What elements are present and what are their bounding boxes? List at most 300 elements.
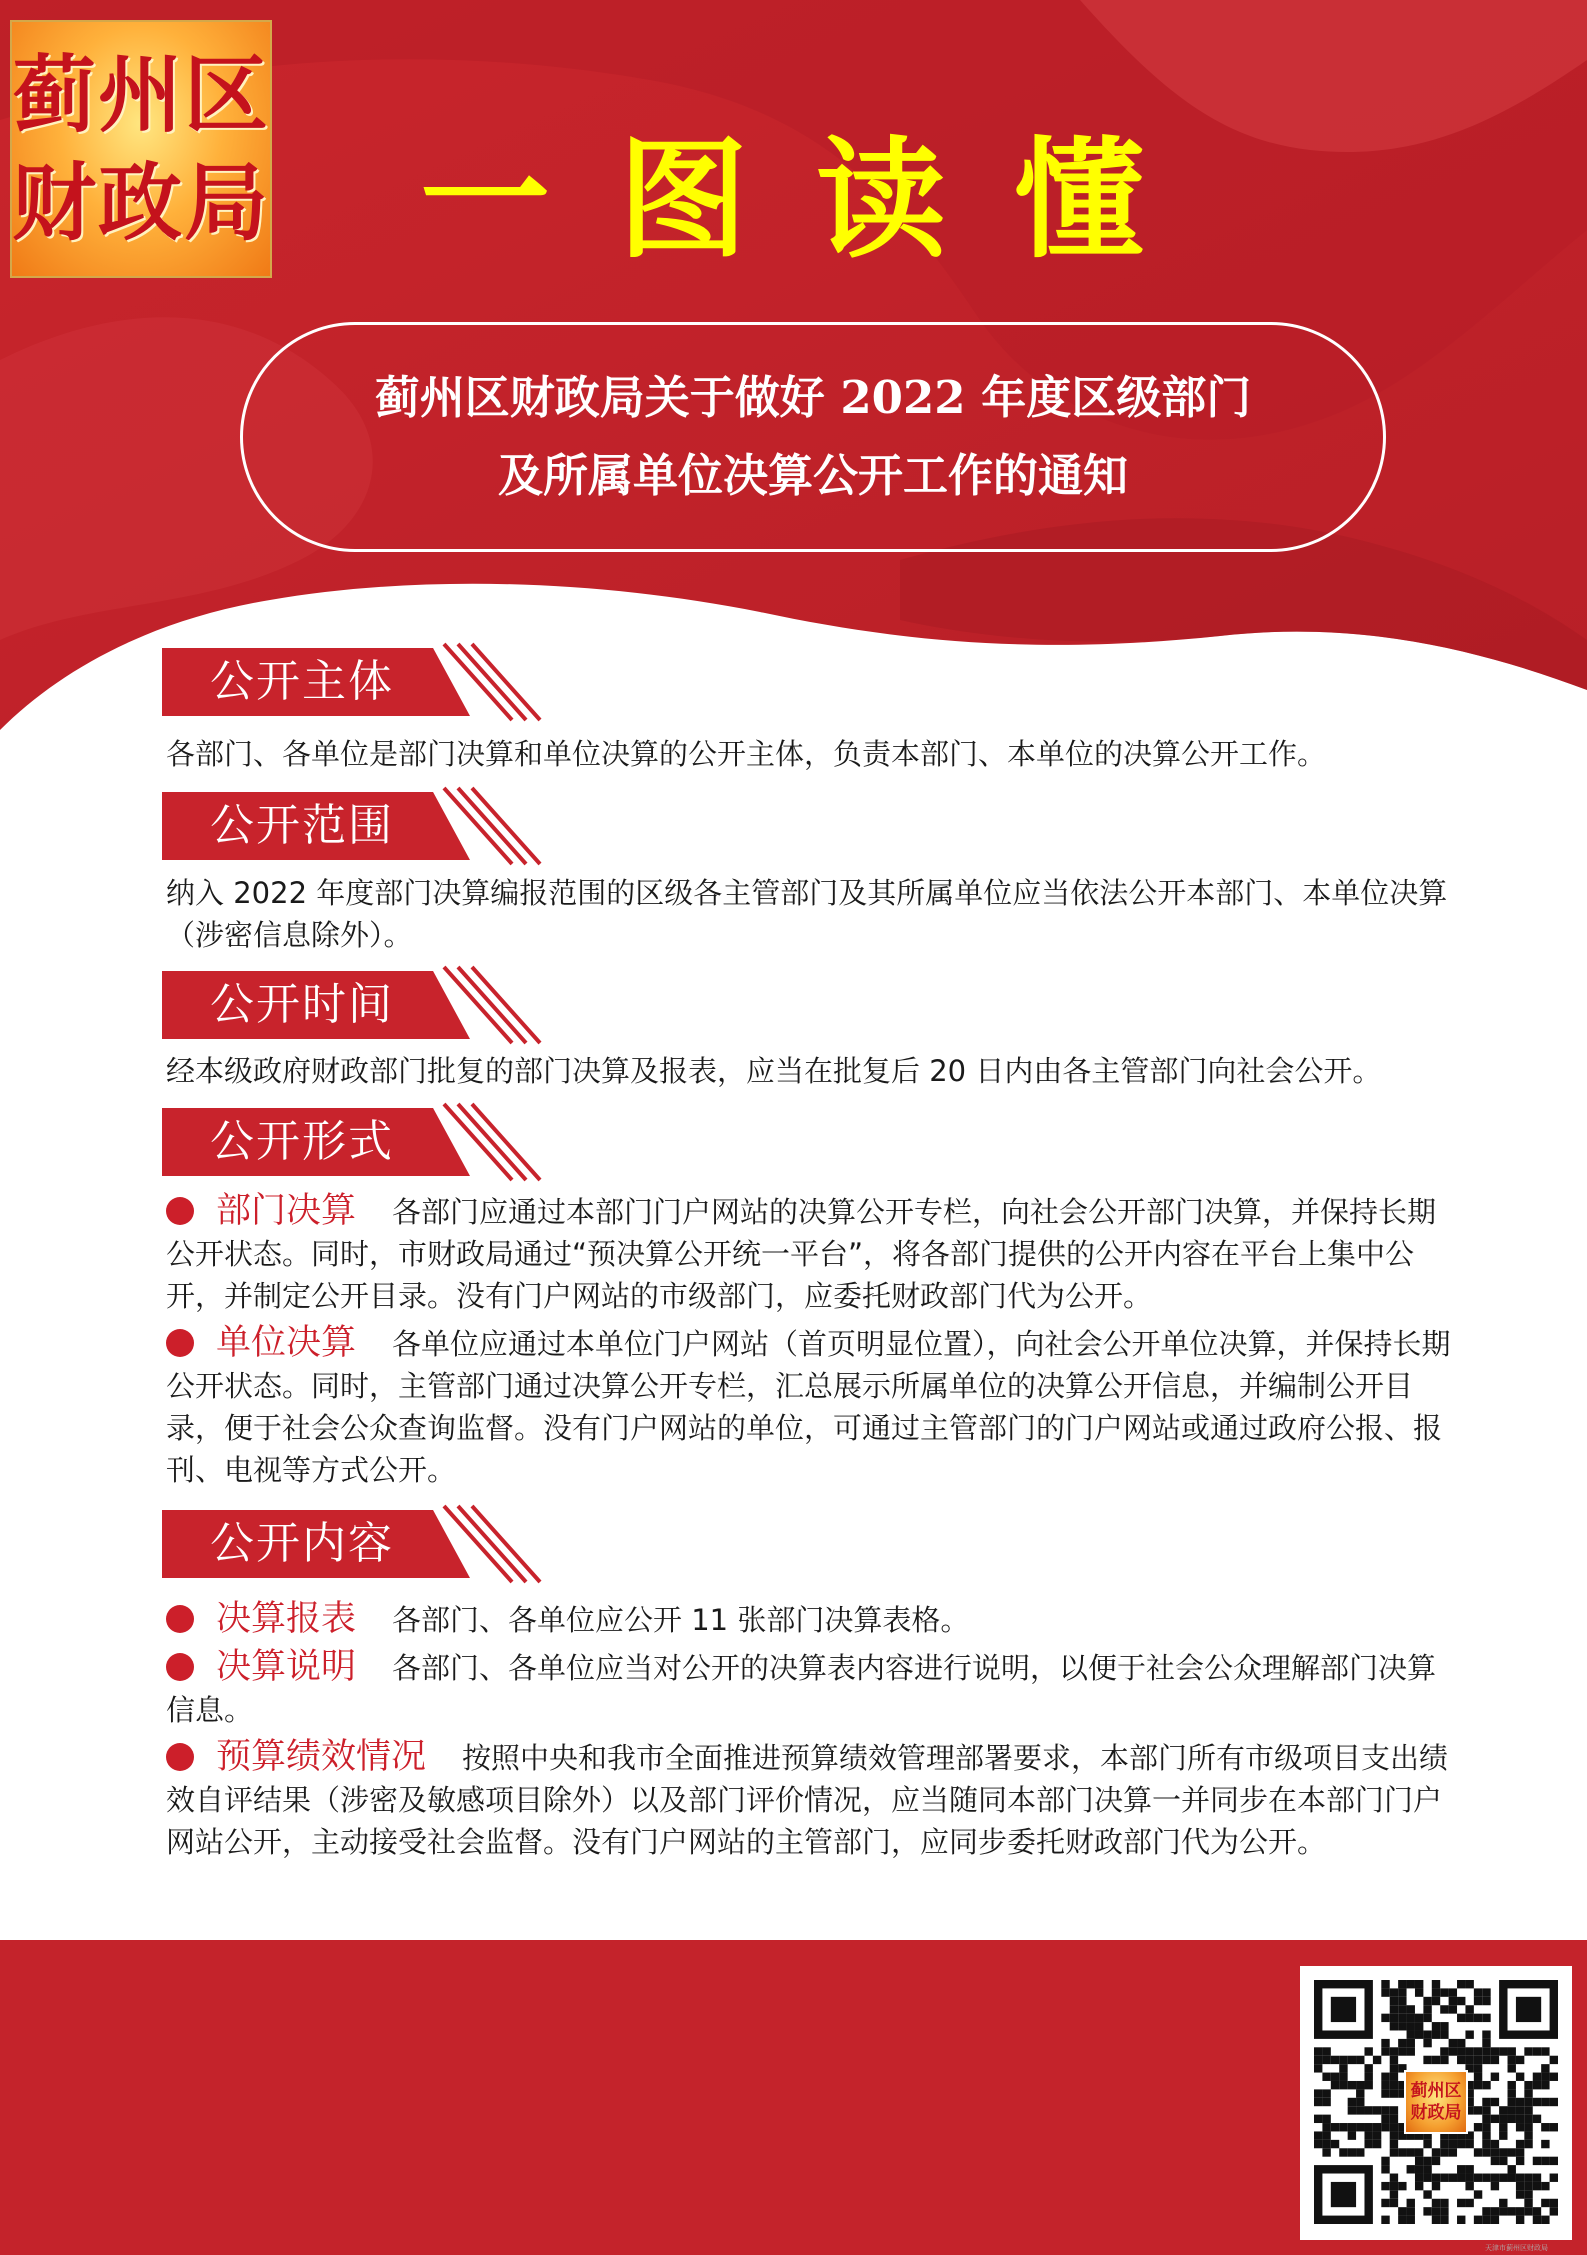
qr-module bbox=[1398, 1980, 1406, 1988]
qr-module bbox=[1390, 1988, 1398, 1996]
qr-module bbox=[1516, 2123, 1524, 2131]
qr-module bbox=[1398, 1997, 1406, 2005]
qr-module bbox=[1457, 2174, 1465, 2182]
qr-module bbox=[1398, 2207, 1406, 2215]
qr-module bbox=[1449, 1997, 1457, 2005]
qr-module bbox=[1524, 2081, 1532, 2089]
qr-module bbox=[1457, 2216, 1465, 2224]
qr-module bbox=[1465, 2140, 1473, 2148]
qr-module bbox=[1356, 2148, 1364, 2156]
bullet-icon bbox=[166, 1743, 194, 1771]
section-title-subject: 公开主体 bbox=[210, 656, 394, 707]
qr-module bbox=[1457, 2056, 1465, 2064]
qr-module bbox=[1508, 2165, 1516, 2173]
qr-module bbox=[1524, 2089, 1532, 2097]
qr-module bbox=[1364, 2131, 1372, 2139]
qr-module bbox=[1541, 2073, 1549, 2081]
qr-module bbox=[1322, 2073, 1330, 2081]
qr-module bbox=[1314, 2098, 1322, 2106]
qr-module bbox=[1348, 2131, 1356, 2139]
qr-logo-line-1: 蓟州区 bbox=[1410, 2081, 1462, 2101]
qr-module bbox=[1465, 2030, 1473, 2038]
qr-module bbox=[1322, 2115, 1330, 2123]
qr-module bbox=[1407, 1980, 1415, 1988]
qr-module bbox=[1508, 2047, 1516, 2055]
section-text-subject: 各部门、各单位是部门决算和单位决算的公开主体，负责本部门、本单位的决算公开工作。 bbox=[166, 737, 1327, 771]
section-title-content: 公开内容 bbox=[210, 1518, 394, 1569]
qr-module bbox=[1314, 2131, 1322, 2139]
qr-module bbox=[1415, 2022, 1423, 2030]
qr-module bbox=[1381, 2073, 1389, 2081]
content-item-term: 预算绩效情况 bbox=[216, 1737, 427, 1777]
qr-module bbox=[1465, 2014, 1473, 2022]
qr-module bbox=[1390, 2022, 1398, 2030]
qr-module bbox=[1508, 2089, 1516, 2097]
qr-module bbox=[1533, 2207, 1541, 2215]
qr-module bbox=[1348, 2081, 1356, 2089]
qr-module bbox=[1533, 2174, 1541, 2182]
qr-logo-line-2: 财政局 bbox=[1410, 2103, 1462, 2123]
qr-module bbox=[1474, 2216, 1482, 2224]
qr-module bbox=[1381, 2165, 1389, 2173]
qr-module bbox=[1550, 2174, 1558, 2182]
qr-module bbox=[1516, 2073, 1524, 2081]
qr-module bbox=[1432, 2157, 1440, 2165]
qr-module bbox=[1516, 2056, 1524, 2064]
qr-module bbox=[1524, 2207, 1532, 2215]
qr-module bbox=[1474, 2174, 1482, 2182]
qr-module bbox=[1423, 2056, 1431, 2064]
qr-module bbox=[1339, 2081, 1347, 2089]
qr-module bbox=[1482, 1988, 1490, 1996]
qr-module bbox=[1449, 2174, 1457, 2182]
qr-module bbox=[1390, 2182, 1398, 2190]
qr-module bbox=[1390, 2064, 1398, 2072]
qr-module bbox=[1482, 2039, 1490, 2047]
qr-finder-pattern bbox=[1331, 1997, 1356, 2022]
qr-module bbox=[1423, 2014, 1431, 2022]
qr-module bbox=[1398, 2047, 1406, 2055]
qr-module bbox=[1407, 2165, 1415, 2173]
qr-module bbox=[1440, 2199, 1448, 2207]
qr-module bbox=[1398, 2014, 1406, 2022]
qr-module bbox=[1415, 1988, 1423, 1996]
qr-module bbox=[1474, 2047, 1482, 2055]
qr-module bbox=[1314, 2089, 1322, 2097]
qr-module bbox=[1474, 2106, 1482, 2114]
qr-module bbox=[1541, 2216, 1549, 2224]
qr-module bbox=[1373, 2131, 1381, 2139]
qr-module bbox=[1550, 2073, 1558, 2081]
qr-module bbox=[1541, 2047, 1549, 2055]
qr-module bbox=[1390, 2199, 1398, 2207]
qr-module bbox=[1516, 2106, 1524, 2114]
content-item-term: 决算说明 bbox=[216, 1647, 357, 1687]
qr-module bbox=[1364, 2081, 1372, 2089]
qr-module bbox=[1423, 2157, 1431, 2165]
qr-module bbox=[1516, 2098, 1524, 2106]
qr-module bbox=[1533, 2073, 1541, 2081]
qr-module bbox=[1331, 2123, 1339, 2131]
qr-module bbox=[1491, 2157, 1499, 2165]
qr-module bbox=[1449, 2005, 1457, 2013]
qr-module bbox=[1440, 2148, 1448, 2156]
logo-line-1: 蓟州区 bbox=[12, 45, 271, 144]
qr-module bbox=[1474, 1997, 1482, 2005]
qr-module bbox=[1541, 2123, 1549, 2131]
section-title-form: 公开形式 bbox=[210, 1116, 394, 1167]
qr-module bbox=[1524, 2115, 1532, 2123]
qr-module bbox=[1331, 2140, 1339, 2148]
qr-module bbox=[1423, 2165, 1431, 2173]
qr-module bbox=[1499, 2123, 1507, 2131]
qr-module bbox=[1432, 1997, 1440, 2005]
qr-module bbox=[1465, 2199, 1473, 2207]
qr-code-pattern bbox=[1314, 1980, 1558, 2224]
qr-module bbox=[1364, 2064, 1372, 2072]
qr-module bbox=[1550, 2098, 1558, 2106]
qr-module bbox=[1423, 2005, 1431, 2013]
qr-module bbox=[1508, 2106, 1516, 2114]
qr-module bbox=[1390, 1997, 1398, 2005]
qr-module bbox=[1314, 2047, 1322, 2055]
qr-module bbox=[1381, 2106, 1389, 2114]
qr-module bbox=[1407, 2216, 1415, 2224]
qr-module bbox=[1415, 2182, 1423, 2190]
qr-module bbox=[1516, 2148, 1524, 2156]
qr-module bbox=[1491, 2073, 1499, 2081]
qr-module bbox=[1398, 2022, 1406, 2030]
qr-module bbox=[1482, 2216, 1490, 2224]
qr-code[interactable] bbox=[1300, 1966, 1572, 2240]
bullet-icon bbox=[166, 1653, 194, 1681]
qr-module bbox=[1457, 2140, 1465, 2148]
qr-module bbox=[1499, 2131, 1507, 2139]
qr-module bbox=[1381, 2115, 1389, 2123]
qr-module bbox=[1390, 2131, 1398, 2139]
qr-module bbox=[1432, 2174, 1440, 2182]
form-item-unit bbox=[166, 1322, 1462, 1491]
qr-module bbox=[1381, 2014, 1389, 2022]
qr-module bbox=[1440, 2030, 1448, 2038]
qr-module bbox=[1440, 2140, 1448, 2148]
qr-module bbox=[1381, 2157, 1389, 2165]
qr-module bbox=[1465, 2174, 1473, 2182]
qr-module bbox=[1482, 2081, 1490, 2089]
qr-module bbox=[1491, 2115, 1499, 2123]
qr-module bbox=[1482, 2106, 1490, 2114]
qr-module bbox=[1432, 2056, 1440, 2064]
qr-module bbox=[1322, 2148, 1330, 2156]
qr-module bbox=[1322, 2098, 1330, 2106]
qr-module bbox=[1491, 2056, 1499, 2064]
qr-module bbox=[1398, 2216, 1406, 2224]
qr-module bbox=[1508, 2081, 1516, 2089]
qr-module bbox=[1381, 1988, 1389, 1996]
qr-module bbox=[1465, 2056, 1473, 2064]
qr-module bbox=[1474, 2056, 1482, 2064]
qr-module bbox=[1516, 2115, 1524, 2123]
notice-title-line-2: 及所属单位决算公开工作的通知 bbox=[497, 449, 1128, 502]
qr-module bbox=[1482, 2140, 1490, 2148]
qr-module bbox=[1524, 2047, 1532, 2055]
qr-module bbox=[1348, 2123, 1356, 2131]
qr-module bbox=[1499, 2207, 1507, 2215]
notice-title-box bbox=[240, 322, 1386, 552]
qr-module bbox=[1407, 2199, 1415, 2207]
content-item-reports bbox=[166, 1598, 1462, 1641]
qr-module bbox=[1373, 2140, 1381, 2148]
bureau-logo bbox=[10, 20, 272, 278]
qr-module bbox=[1457, 1997, 1465, 2005]
qr-module bbox=[1541, 2098, 1549, 2106]
qr-module bbox=[1440, 2022, 1448, 2030]
qr-module bbox=[1407, 2039, 1415, 2047]
qr-module bbox=[1373, 2056, 1381, 2064]
section-header-form bbox=[162, 1100, 542, 1184]
qr-module bbox=[1465, 2182, 1473, 2190]
qr-module bbox=[1331, 2081, 1339, 2089]
qr-module bbox=[1415, 1980, 1423, 1988]
qr-module bbox=[1465, 1980, 1473, 1988]
qr-module bbox=[1449, 2140, 1457, 2148]
content-item-term: 决算报表 bbox=[216, 1599, 357, 1639]
bullet-icon bbox=[166, 1605, 194, 1633]
qr-module bbox=[1482, 2056, 1490, 2064]
qr-module bbox=[1541, 2064, 1549, 2072]
qr-module bbox=[1541, 2199, 1549, 2207]
qr-module bbox=[1533, 2047, 1541, 2055]
qr-module bbox=[1550, 2199, 1558, 2207]
qr-module bbox=[1457, 2047, 1465, 2055]
qr-module bbox=[1423, 2174, 1431, 2182]
qr-module bbox=[1541, 2182, 1549, 2190]
qr-module bbox=[1398, 2039, 1406, 2047]
qr-module bbox=[1482, 2131, 1490, 2139]
qr-module bbox=[1415, 2030, 1423, 2038]
qr-finder-pattern bbox=[1331, 2182, 1356, 2207]
qr-module bbox=[1322, 2131, 1330, 2139]
qr-module bbox=[1482, 2207, 1490, 2215]
qr-module bbox=[1499, 2106, 1507, 2114]
qr-module bbox=[1415, 2165, 1423, 2173]
qr-module bbox=[1550, 2157, 1558, 2165]
qr-module bbox=[1390, 2190, 1398, 2198]
qr-module bbox=[1432, 2148, 1440, 2156]
qr-module bbox=[1508, 2115, 1516, 2123]
qr-module bbox=[1524, 2098, 1532, 2106]
qr-module bbox=[1465, 2165, 1473, 2173]
qr-module bbox=[1499, 2047, 1507, 2055]
qr-module bbox=[1432, 2022, 1440, 2030]
main-title: 一图读懂 bbox=[420, 123, 1213, 276]
qr-module bbox=[1465, 2005, 1473, 2013]
qr-module bbox=[1440, 2216, 1448, 2224]
qr-module bbox=[1524, 2123, 1532, 2131]
qr-module bbox=[1423, 2039, 1431, 2047]
bullet-icon bbox=[166, 1197, 194, 1225]
qr-module bbox=[1474, 2014, 1482, 2022]
qr-module bbox=[1533, 2115, 1541, 2123]
qr-module bbox=[1322, 2140, 1330, 2148]
qr-module bbox=[1407, 2030, 1415, 2038]
qr-module bbox=[1381, 2039, 1389, 2047]
qr-module bbox=[1508, 2064, 1516, 2072]
qr-module bbox=[1331, 2056, 1339, 2064]
qr-module bbox=[1550, 2207, 1558, 2215]
qr-module bbox=[1499, 2148, 1507, 2156]
qr-module bbox=[1491, 2207, 1499, 2215]
qr-module bbox=[1524, 2199, 1532, 2207]
qr-module bbox=[1524, 2182, 1532, 2190]
qr-module bbox=[1356, 2081, 1364, 2089]
form-item-department bbox=[166, 1190, 1462, 1317]
qr-module bbox=[1516, 2140, 1524, 2148]
qr-module bbox=[1508, 2174, 1516, 2182]
qr-module bbox=[1356, 2089, 1364, 2097]
qr-module bbox=[1474, 2148, 1482, 2156]
qr-module bbox=[1516, 2216, 1524, 2224]
qr-module bbox=[1356, 2123, 1364, 2131]
qr-module bbox=[1474, 2081, 1482, 2089]
qr-module bbox=[1423, 2030, 1431, 2038]
qr-module bbox=[1390, 2106, 1398, 2114]
qr-module bbox=[1432, 2207, 1440, 2215]
qr-module bbox=[1541, 2140, 1549, 2148]
qr-module bbox=[1457, 1980, 1465, 1988]
qr-module bbox=[1516, 2190, 1524, 2198]
qr-module bbox=[1457, 2165, 1465, 2173]
qr-module bbox=[1457, 2039, 1465, 2047]
qr-module bbox=[1356, 2106, 1364, 2114]
qr-module bbox=[1432, 2216, 1440, 2224]
qr-module bbox=[1407, 2148, 1415, 2156]
qr-module bbox=[1348, 2106, 1356, 2114]
content-item-text: 按照中央和我市全面推进预算绩效管理部署要求，本部门所有市级项目支出绩效自评结果（涉密及敏感项目除外）以及部门评价情况，应当随同本部门决算一并同步在本部门门户网站公开，主动接受社会监督。没有门户网站的主管部门，应同步委托财政部门代为公开。 bbox=[166, 1741, 1449, 1859]
qr-module bbox=[1508, 2098, 1516, 2106]
form-item-text: 各部门应通过本部门门户网站的决算公开专栏，向社会公开部门决算，并保持长期公开状态。同时，市财政局通过“预决算公开统一平台”，将各部门提供的公开内容在平台上集中公开，并制定公开目录。没有门户网站的市级部门，应委托财政部门代为公开。 bbox=[166, 1195, 1437, 1313]
qr-module bbox=[1432, 2182, 1440, 2190]
qr-module bbox=[1398, 2182, 1406, 2190]
qr-module bbox=[1482, 2030, 1490, 2038]
qr-module bbox=[1390, 2056, 1398, 2064]
qr-module bbox=[1407, 2022, 1415, 2030]
qr-module bbox=[1474, 2190, 1482, 2198]
qr-module bbox=[1423, 1997, 1431, 2005]
qr-module bbox=[1373, 2106, 1381, 2114]
qr-module bbox=[1440, 2056, 1448, 2064]
qr-module bbox=[1491, 2182, 1499, 2190]
qr-module bbox=[1524, 2190, 1532, 2198]
qr-module bbox=[1508, 2056, 1516, 2064]
section-title-scope: 公开范围 bbox=[210, 800, 394, 851]
qr-module bbox=[1516, 2182, 1524, 2190]
section-header-subject bbox=[162, 640, 542, 724]
section-header-scope bbox=[162, 784, 542, 868]
qr-module bbox=[1474, 2123, 1482, 2131]
qr-module bbox=[1449, 2047, 1457, 2055]
section-header-content bbox=[162, 1502, 542, 1586]
qr-module bbox=[1550, 2123, 1558, 2131]
qr-module bbox=[1381, 1980, 1389, 1988]
qr-module bbox=[1348, 2056, 1356, 2064]
qr-module bbox=[1339, 2123, 1347, 2131]
qr-module bbox=[1381, 2081, 1389, 2089]
qr-module bbox=[1356, 2056, 1364, 2064]
qr-module bbox=[1314, 2140, 1322, 2148]
qr-module bbox=[1491, 2216, 1499, 2224]
qr-module bbox=[1449, 2148, 1457, 2156]
qr-module bbox=[1364, 2047, 1372, 2055]
qr-module bbox=[1524, 2131, 1532, 2139]
qr-module bbox=[1381, 2047, 1389, 2055]
qr-module bbox=[1482, 2014, 1490, 2022]
qr-module bbox=[1474, 1988, 1482, 1996]
content-item-performance bbox=[166, 1736, 1462, 1863]
qr-module bbox=[1550, 2056, 1558, 2064]
qr-module bbox=[1390, 2115, 1398, 2123]
bullet-icon bbox=[166, 1329, 194, 1357]
qr-module bbox=[1364, 2140, 1372, 2148]
qr-module bbox=[1390, 2005, 1398, 2013]
qr-module bbox=[1474, 2064, 1482, 2072]
qr-module bbox=[1524, 2106, 1532, 2114]
qr-module bbox=[1457, 2014, 1465, 2022]
qr-module bbox=[1314, 2064, 1322, 2072]
qr-module bbox=[1314, 2115, 1322, 2123]
qr-module bbox=[1541, 2157, 1549, 2165]
content-item-text: 各部门、各单位应当对公开的决算表内容进行说明，以便于社会公众理解部门决算信息。 bbox=[166, 1651, 1437, 1727]
qr-module bbox=[1381, 2089, 1389, 2097]
qr-module bbox=[1432, 2199, 1440, 2207]
qr-module bbox=[1491, 2098, 1499, 2106]
qr-module bbox=[1482, 1997, 1490, 2005]
qr-module bbox=[1516, 2174, 1524, 2182]
watermark: 天津市蓟州区财政局 bbox=[1485, 2244, 1548, 2252]
qr-module bbox=[1381, 2182, 1389, 2190]
qr-module bbox=[1348, 2098, 1356, 2106]
qr-module bbox=[1423, 2140, 1431, 2148]
qr-module bbox=[1432, 1988, 1440, 1996]
qr-center-logo bbox=[1404, 2070, 1468, 2134]
qr-module bbox=[1390, 2123, 1398, 2131]
qr-module bbox=[1524, 2174, 1532, 2182]
qr-module bbox=[1533, 2098, 1541, 2106]
qr-module bbox=[1499, 2115, 1507, 2123]
qr-module bbox=[1499, 2174, 1507, 2182]
qr-module bbox=[1390, 2014, 1398, 2022]
qr-module bbox=[1322, 2123, 1330, 2131]
qr-module bbox=[1491, 2174, 1499, 2182]
qr-module bbox=[1339, 2056, 1347, 2064]
qr-module bbox=[1390, 2081, 1398, 2089]
form-item-term: 单位决算 bbox=[216, 1323, 357, 1363]
qr-module bbox=[1449, 2039, 1457, 2047]
qr-module bbox=[1533, 2216, 1541, 2224]
qr-finder-pattern bbox=[1516, 1997, 1541, 2022]
qr-module bbox=[1516, 2207, 1524, 2215]
qr-module bbox=[1482, 2174, 1490, 2182]
form-item-term: 部门决算 bbox=[216, 1191, 357, 1231]
qr-module bbox=[1415, 2174, 1423, 2182]
qr-module bbox=[1356, 2098, 1364, 2106]
form-item-text: 各单位应通过本单位门户网站（首页明显位置），向社会公开单位决算，并保持长期公开状态。同时，主管部门通过决算公开专栏，汇总展示所属单位的决算公开信息，并编制公开目录，便于社会公众查询监督。没有门户网站的单位，可通过主管部门的门户网站或通过政府公报、报刊、电视等方式公开。 bbox=[166, 1327, 1451, 1487]
section-text-time: 经本级政府财政部门批复的部门决算及报表，应当在批复后 20 日内由各主管部门向社会公开。 bbox=[166, 1054, 1382, 1088]
qr-module bbox=[1364, 2106, 1372, 2114]
qr-module bbox=[1482, 2115, 1490, 2123]
qr-module bbox=[1440, 1988, 1448, 1996]
qr-module bbox=[1381, 2216, 1389, 2224]
